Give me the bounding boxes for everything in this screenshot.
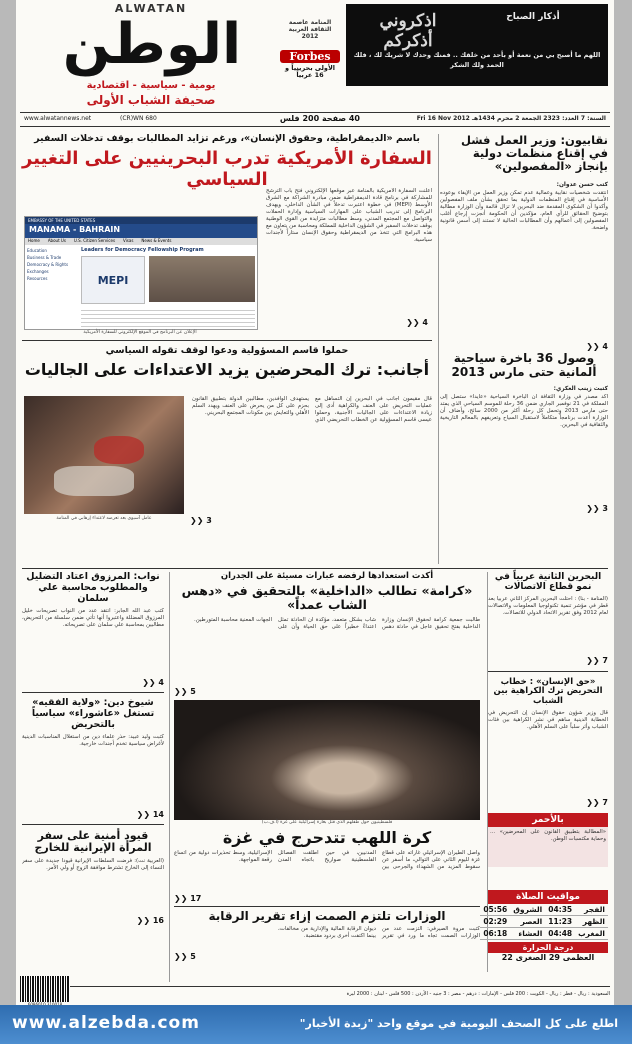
barcode-number: 6086010 310018 (27, 1002, 63, 1005)
barcode (20, 976, 70, 1002)
telecom-headline[interactable]: البحرين الثانية عربياً في نمو قطاع الاتصالات (494, 572, 602, 593)
center-column (174, 572, 480, 982)
mps-page-ref[interactable]: 4 ❮❮ (142, 677, 164, 687)
karama-body: طالبت جمعية كرامة لحقوق الإنسان وزارة الداخلية بفتح تحقيق عاجل في حادثة دهس شاب بشكل متعمد، مؤكدة أن الحادثة تمثل اعتداءً خطيراً على حق الحياة وأن على الجهات المعنية محاسبة المتورطين. (193, 616, 480, 630)
karama-headline[interactable]: «كرامة» تطالب «الداخلية» بالتحقيق في «دهس الشاب عمداً» (181, 582, 473, 613)
issue-date: السنة: 7 العدد: 2323 الجمعة 2 محرم 1434هـ Fri 16 Nov 2012 (416, 115, 606, 122)
union-body: انتقدت شخصيات نقابية وعمالية عدم تمكن وزير العمل من الإيفاء بوعوده الأساسية في إقناع المنظمات الدولية بما تحقق بشأن ملف المفصولين وأكدوا أن الشكوى المقدمة ضد البحرين لا تزال قائمة وأن الوزارة مطالبة بتوضيح الحقائق للرأي العام، مؤكدين أن الحكومة أنجزت إرجاع أغلب المفصولين إلى أعمالهم وأن المطالبات الحالية لا تستند إلى أسس قانونية واضحة. (440, 189, 608, 231)
embassy-nav (25, 238, 257, 245)
brand-arabic: الوطن (62, 12, 242, 77)
embassy-nav-item: News & Events (141, 238, 172, 243)
cruise-headline: وصول 36 باخرة سياحية ألمانية حتى مارس 2013 (451, 351, 597, 379)
iran-page-ref[interactable]: 16 ❮❮ (136, 915, 164, 925)
embassy-title: MANAMA - BAHRAIN (25, 224, 257, 238)
culture-capital-badge (280, 20, 340, 46)
weather-values: العظمى 29 الصغرى 22 (501, 953, 595, 962)
ad-title: أذكار الصباح (506, 12, 560, 22)
embassy-nav-item: Home (28, 238, 40, 243)
foreigners-caption: عامل آسيوي بعد تعرضه لاعتداء إرهابي في المنامة (56, 516, 152, 521)
cruise-author: كتبت زينب العكري: (553, 385, 608, 392)
cruise-body: أكد مصدر في وزارة الثقافة أن الباخرة السياحية «عايدا» ستصل إلى المملكة في 21 نوفمبر الجاري ضمن 36 رحلة للموسم السياحي الذي يمتد حتى مارس 2013 وتحمل كل رحلة أكثر من 2000 سائح، وأضاف أن الوزارة أعدت برنامجاً متكاملاً لاستقبال السياح وتعريفهم بالمعالم التاريخية والثقافية في البحرين. (440, 393, 608, 428)
price-footer (20, 986, 610, 1004)
cruise-page-ref[interactable]: 3 ❮❮ (586, 503, 608, 513)
lead-body: أعلنت السفارة الأمريكية بالمنامة عبر موقعها الإلكتروني فتح باب الترشح للمشاركة في برنامج قادة الديمقراطية ضمن مبادرة الشراكة مع الشرق الأوسط (MEPI) في خطوة اعتبرت تدخلاً في الشأن الداخلي. ويهدف البرنامج إلى تدريب الشباب على المهارات السياسية وإدارة الحملات والتواصل مع المجتمع المدني، وسط مطالبات متزايدة من القوى الوطنية بوقف تدخلات السفير في الشؤون الداخلية للمملكة ومحاسبة من يتعاون مع هذه البرامج التي تتخذ من الديمقراطية وحقوق الإنسان ستاراً لأجندات سياسية. (266, 188, 432, 243)
left-column (22, 572, 164, 982)
embassy-text-lines (81, 307, 255, 329)
website-url[interactable]: www.alwatannews.net (24, 115, 92, 122)
ministries-page-ref[interactable]: 5 ❮❮ (174, 951, 196, 961)
embassy-sub: EMBASSY OF THE UNITED STATES (25, 217, 257, 224)
info-bar (20, 112, 610, 128)
clerics-page-ref[interactable]: 14 ❮❮ (136, 809, 164, 819)
brand-logo[interactable] (30, 10, 274, 80)
union-story[interactable] (440, 133, 608, 351)
union-author: كتب حسن عدوان: (556, 181, 608, 188)
brand-subtitle: يومية - سياسية - اقتصادية (86, 80, 216, 91)
lead-story[interactable] (22, 134, 432, 334)
rights-body: قال وزير شؤون حقوق الإنسان إن التحريض في الخطابة الدينية ساهم في نشر الكراهية بين فئات الشباب وأثر سلباً على السلم الأهلي. (488, 709, 608, 730)
ad-calligraphy: اذكروني أذكركم (379, 11, 437, 51)
newspaper-page (16, 0, 614, 1005)
embassy-nav-item: Visas (123, 238, 134, 243)
country-prices: السعودية : ريال - قطر : ريال - الكويت : 200 فلس - الإمارات : درهم - مصر : 3 جنيه - الأردن : 500 فلس - لبنان : 2000 ليرة (346, 991, 610, 997)
banner-slogan: اطلع على كل الصحف اليومية في موقع واحد "زبدة الأخبار" (299, 1017, 618, 1030)
mps-headline[interactable]: نواب: المرزوق اعتاد التضليل والمطلوب محاسبة علي سلمان (26, 571, 160, 604)
union-headline: نقابيون: وزير العمل فشل في إقناع منظمات دولية بإنجاز «المفصولين» (460, 133, 608, 174)
clerics-body: كتبت وليد عبيد: حذر علماء دين من استغلال المناسبات الدينية لأغراض سياسية تخدم أجندات خارجية. (22, 733, 164, 747)
embassy-photo (149, 256, 255, 302)
lead-headline: السفارة الأمريكية تدرب البحرينيين على التغيير السياسي (22, 147, 432, 190)
lead-kicker: باسم «الديمقراطية، وحقوق الإنسان»، ورغم تزايد المطالبات بوقف تدخلات السفير (34, 133, 420, 144)
embassy-sidebar: Education Business & Trade Democracy & Rights Exchanges Resources (27, 248, 69, 281)
telecom-body: (المنامة - بنا) : احتلت البحرين المركز الثاني عربياً بعد قطر في مؤشر تنمية تكنولوجيا المعلومات والاتصالات لعام 2012 وفق تقرير الاتحاد الدولي للاتصالات. (488, 595, 608, 616)
weather-title: درجة الحرارة (488, 942, 608, 953)
foreigners-page-ref[interactable]: 3 ❮❮ (190, 516, 212, 525)
prayer-times-box (483, 890, 608, 990)
alzebda-banner[interactable] (0, 1005, 632, 1044)
mps-body: كتب عبد الله الجابر: انتقد عدد من النواب تصريحات خليل المرزوق المضللة واعتبروا أنها تأتي ضمن سلسلة من التحريض، مطالبين بمحاسبة علي سلمان على تصريحاته. (22, 607, 164, 628)
page-count-price: 40 صفحة 200 فلس (279, 114, 360, 123)
injured-worker-photo (24, 396, 184, 514)
rights-page-ref[interactable]: 7 ❮❮ (586, 797, 608, 807)
clerics-headline[interactable]: شيوخ دين: «ولاية الفقيه» تستغل «عاشوراء» سياسياً بالتحريض (31, 696, 155, 730)
forbes-logo: Forbes (280, 50, 340, 63)
gaza-body: واصل الطيران الإسرائيلي غاراته على قطاع غزة لليوم الثاني على التوالي، ما أسفر عن سقوط المزيد من الشهداء والجرحى بين المدنيين، في حين أطلقت الفصائل الفلسطينية صواريخ باتجاه المدن الإسرائيلية، وسط تحذيرات دولية من اتساع رقعة المواجهة. (174, 849, 480, 870)
ministries-headline[interactable]: الوزارات تلتزم الصمت إزاء تقرير الرقابة (208, 908, 446, 923)
foreigners-kicker: حملوا قاسم المسؤولية ودعوا لوقف تقوله السياسي (105, 345, 349, 356)
cr-number: (CR)WN 680 (120, 115, 157, 122)
cruise-story[interactable] (440, 352, 608, 552)
embassy-heading: Leaders for Democracy Fellowship Program (81, 247, 204, 253)
foreigners-headline: أجانب: ترك المحرضين يزيد الاعتداءات على الجاليات (24, 359, 430, 379)
culture-capital-text: المنامة عاصمة الثقافة العربية 2012 (288, 19, 332, 40)
mepi-logo: MEPI (81, 256, 145, 304)
brand-latin: ALWATAN (114, 2, 188, 15)
iran-headline[interactable]: قيود أمنية على سفر المرأة الإيرانية للخارج (34, 828, 152, 855)
foreigners-story[interactable] (22, 346, 432, 546)
ad-quote: اللهم ما أصبح بي من نعمة أو بأحد من خلقك .. فمنك وحدك لا شريك لك ، فلك الحمد ولك الشكر (353, 51, 601, 69)
prayer-title: مواقيت الصلاة (488, 890, 608, 904)
lead-page-ref[interactable]: 4 ❮❮ (406, 318, 428, 327)
forbes-ranking: الأولى بحرينياً و 16 عربياً (284, 64, 336, 80)
embassy-website-image (24, 216, 258, 330)
karama-kicker: أكدت استعدادها لرفضه عبارات مسيئة على الجدران (220, 571, 434, 581)
embassy-nav-item: U.S. Citizen Services (73, 238, 116, 243)
morning-dua-ad[interactable] (346, 4, 608, 86)
banner-url[interactable]: www.alzebda.com (12, 1013, 200, 1033)
prayer-row: المغرب 04:48 العشاء 06:18 (480, 928, 608, 940)
brand-slogan: صحيفة الشباب الأولى (86, 93, 216, 107)
embassy-nav-item: About Us (47, 238, 66, 243)
prayer-row: الظهر 11:23 العصر 02:29 (480, 916, 608, 928)
gaza-page-ref[interactable]: 17 ❮❮ (174, 893, 202, 903)
gaza-caption: فلسطينيون حول طفلهم الذي قتل بغارة إسرائيلية على غزة (أ.ف.ب) (261, 819, 393, 825)
rights-headline[interactable]: «حق الإنسان» : خطاب التحريض ترك الكراهية بين الشباب (493, 676, 603, 707)
telecom-page-ref[interactable]: 7 ❮❮ (586, 655, 608, 665)
karama-page-ref[interactable]: 5 ❮❮ (174, 686, 196, 696)
iran-body: (العربية نت): فرضت السلطات الإيرانية قيوداً جديدة على سفر النساء إلى الخارج تشترط موافقة الزوج أو ولي الأمر. (22, 857, 164, 871)
prayer-table (480, 904, 608, 940)
union-page-ref[interactable]: 4 ❮❮ (586, 341, 608, 351)
prayer-row: الفجر 04:35 الشروق 05:56 (480, 904, 608, 916)
ministries-body: كتبت مروة الصيرفي: التزمت عدد من الوزارات الصمت تجاه ما ورد في تقرير ديوان الرقابة المالية والإدارية من مخالفات، بينما اكتفت أخرى بردود مقتضبة. (278, 925, 480, 939)
lead-caption: الإعلان عن البرنامج في الموقع الإلكتروني للسفارة الأمريكية (83, 330, 197, 335)
red-box-text: «المطالبة بتطبيق القانون على المحرضين» ... وحماية مكتسبات الوطن. (488, 827, 608, 867)
gaza-photo (174, 700, 480, 820)
gaza-headline[interactable]: كرة اللهب تتدحرج في غزة (222, 827, 432, 847)
red-box-title: بالأحمر (488, 813, 608, 827)
forbes-badge (280, 50, 340, 86)
foreigners-body: قال مقيمون أجانب في البحرين إن التساهل مع عمليات التحريض على العنف والكراهية أدى إلى زيادة الاعتداءات على الجاليات الأجنبية، وحملوا عيسى قاسم المسؤولية عن الخطاب التحريضي الذي يستهدف الوافدين، مطالبين الدولة بتطبيق القانون بحزم على كل من يحرض على العنف ويهدد السلم الأهلي والتعايش بين مكونات المجتمع البحريني. (192, 396, 432, 423)
